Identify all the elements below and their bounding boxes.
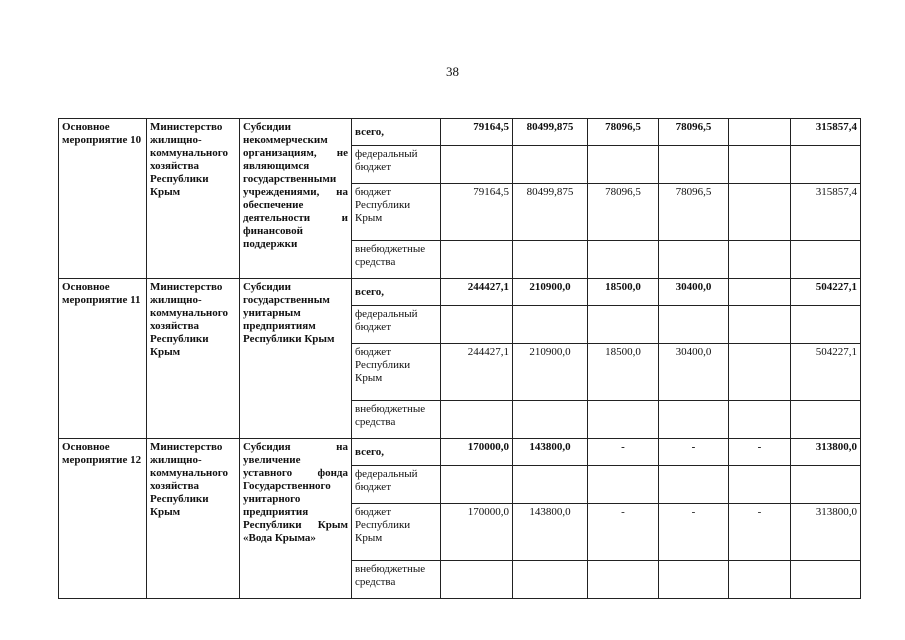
amount-cell-total — [791, 146, 861, 184]
amount-cell-total: 315857,4 — [791, 119, 861, 146]
amount-cell-v4: - — [659, 439, 729, 466]
amount-cell-v4: 78096,5 — [659, 119, 729, 146]
amount-cell-v5 — [729, 561, 791, 599]
amount-cell-total — [791, 241, 861, 279]
funding-source: федеральный бюджет — [352, 306, 441, 344]
amount-cell-v2: 143800,0 — [513, 504, 588, 561]
measure-executor: Министерство жилищно-коммунального хозяйства Республики Крым — [147, 119, 240, 279]
amount-cell-v3: 18500,0 — [588, 279, 659, 306]
measure-name: Основное мероприятие 12 — [59, 439, 147, 599]
amount-cell-v1: 170000,0 — [441, 504, 513, 561]
funding-source: всего, — [352, 439, 441, 466]
amount-cell-v4: - — [659, 504, 729, 561]
amount-cell-v2: 210900,0 — [513, 279, 588, 306]
amount-cell-v2 — [513, 466, 588, 504]
amount-cell-v1 — [441, 146, 513, 184]
amount-cell-v1 — [441, 561, 513, 599]
amount-cell-v5 — [729, 279, 791, 306]
amount-cell-total — [791, 401, 861, 439]
amount-cell-v4: 30400,0 — [659, 279, 729, 306]
amount-cell-v3 — [588, 466, 659, 504]
amount-cell-v4 — [659, 561, 729, 599]
funding-source: бюджет Республики Крым — [352, 184, 441, 241]
amount-cell-v5 — [729, 146, 791, 184]
measure-total-row — [59, 279, 861, 306]
amount-cell-v3: 18500,0 — [588, 344, 659, 401]
amount-cell-v5 — [729, 241, 791, 279]
measure-name: Основное мероприятие 10 — [59, 119, 147, 279]
amount-cell-v5 — [729, 401, 791, 439]
amount-cell-v1 — [441, 466, 513, 504]
amount-cell-total: 504227,1 — [791, 279, 861, 306]
amount-cell-v2 — [513, 561, 588, 599]
amount-cell-v4 — [659, 466, 729, 504]
amount-cell-total: 313800,0 — [791, 504, 861, 561]
amount-cell-v4 — [659, 146, 729, 184]
amount-cell-v3: 78096,5 — [588, 184, 659, 241]
amount-cell-v1 — [441, 306, 513, 344]
funding-source: бюджет Республики Крым — [352, 344, 441, 401]
amount-cell-v2 — [513, 306, 588, 344]
amount-cell-v2: 80499,875 — [513, 119, 588, 146]
amount-cell-v2: 143800,0 — [513, 439, 588, 466]
amount-cell-v4: 78096,5 — [659, 184, 729, 241]
amount-cell-v1: 79164,5 — [441, 119, 513, 146]
measure-executor: Министерство жилищно-коммунального хозяйства Республики Крым — [147, 439, 240, 599]
amount-cell-v2: 80499,875 — [513, 184, 588, 241]
amount-cell-v5: - — [729, 504, 791, 561]
amount-cell-v1 — [441, 241, 513, 279]
amount-cell-v3 — [588, 146, 659, 184]
measure-name: Основное мероприятие 11 — [59, 279, 147, 439]
amount-cell-total: 315857,4 — [791, 184, 861, 241]
amount-cell-v5 — [729, 184, 791, 241]
measure-executor: Министерство жилищно-коммунального хозяйства Республики Крым — [147, 279, 240, 439]
amount-cell-total: 313800,0 — [791, 439, 861, 466]
funding-source: федеральный бюджет — [352, 146, 441, 184]
amount-cell-v4 — [659, 241, 729, 279]
amount-cell-v2 — [513, 146, 588, 184]
amount-cell-v1: 244427,1 — [441, 279, 513, 306]
amount-cell-v1: 244427,1 — [441, 344, 513, 401]
amount-cell-v3 — [588, 306, 659, 344]
amount-cell-v3: - — [588, 504, 659, 561]
amount-cell-v1: 79164,5 — [441, 184, 513, 241]
amount-cell-v5 — [729, 344, 791, 401]
measure-total-row — [59, 119, 861, 146]
amount-cell-v2 — [513, 401, 588, 439]
measure-description: Субсидии государственным унитарным предприятиям Республики Крым — [240, 279, 352, 439]
amount-cell-total — [791, 306, 861, 344]
funding-source: всего, — [352, 279, 441, 306]
amount-cell-v4 — [659, 401, 729, 439]
measures-body — [59, 119, 861, 599]
amount-cell-v3: - — [588, 439, 659, 466]
funding-source: внебюджетные средства — [352, 241, 441, 279]
funding-source: бюджет Республики Крым — [352, 504, 441, 561]
funding-source: федеральный бюджет — [352, 466, 441, 504]
amount-cell-v3 — [588, 401, 659, 439]
amount-cell-v5: - — [729, 439, 791, 466]
amount-cell-v5 — [729, 466, 791, 504]
amount-cell-v3 — [588, 561, 659, 599]
measure-total-row — [59, 439, 861, 466]
amount-cell-v1: 170000,0 — [441, 439, 513, 466]
amount-cell-v4 — [659, 306, 729, 344]
amount-cell-v1 — [441, 401, 513, 439]
measure-description: Субсидии некоммерческим организациям, не являющимся государственными учреждениями, на обеспечение деятельности и финансовой поддержки — [240, 119, 352, 279]
funding-source: внебюджетные средства — [352, 561, 441, 599]
amount-cell-total — [791, 466, 861, 504]
funding-source: всего, — [352, 119, 441, 146]
budget-table — [58, 118, 861, 599]
page-number: 38 — [446, 64, 459, 79]
amount-cell-v3 — [588, 241, 659, 279]
amount-cell-v4: 30400,0 — [659, 344, 729, 401]
amount-cell-total: 504227,1 — [791, 344, 861, 401]
amount-cell-v3: 78096,5 — [588, 119, 659, 146]
amount-cell-total — [791, 561, 861, 599]
amount-cell-v2 — [513, 241, 588, 279]
amount-cell-v5 — [729, 119, 791, 146]
amount-cell-v5 — [729, 306, 791, 344]
measure-description: Субсидия на увеличение уставного фонда Государственного унитарного предприятия Республики Крым «Вода Крыма» — [240, 439, 352, 599]
amount-cell-v2: 210900,0 — [513, 344, 588, 401]
funding-source: внебюджетные средства — [352, 401, 441, 439]
